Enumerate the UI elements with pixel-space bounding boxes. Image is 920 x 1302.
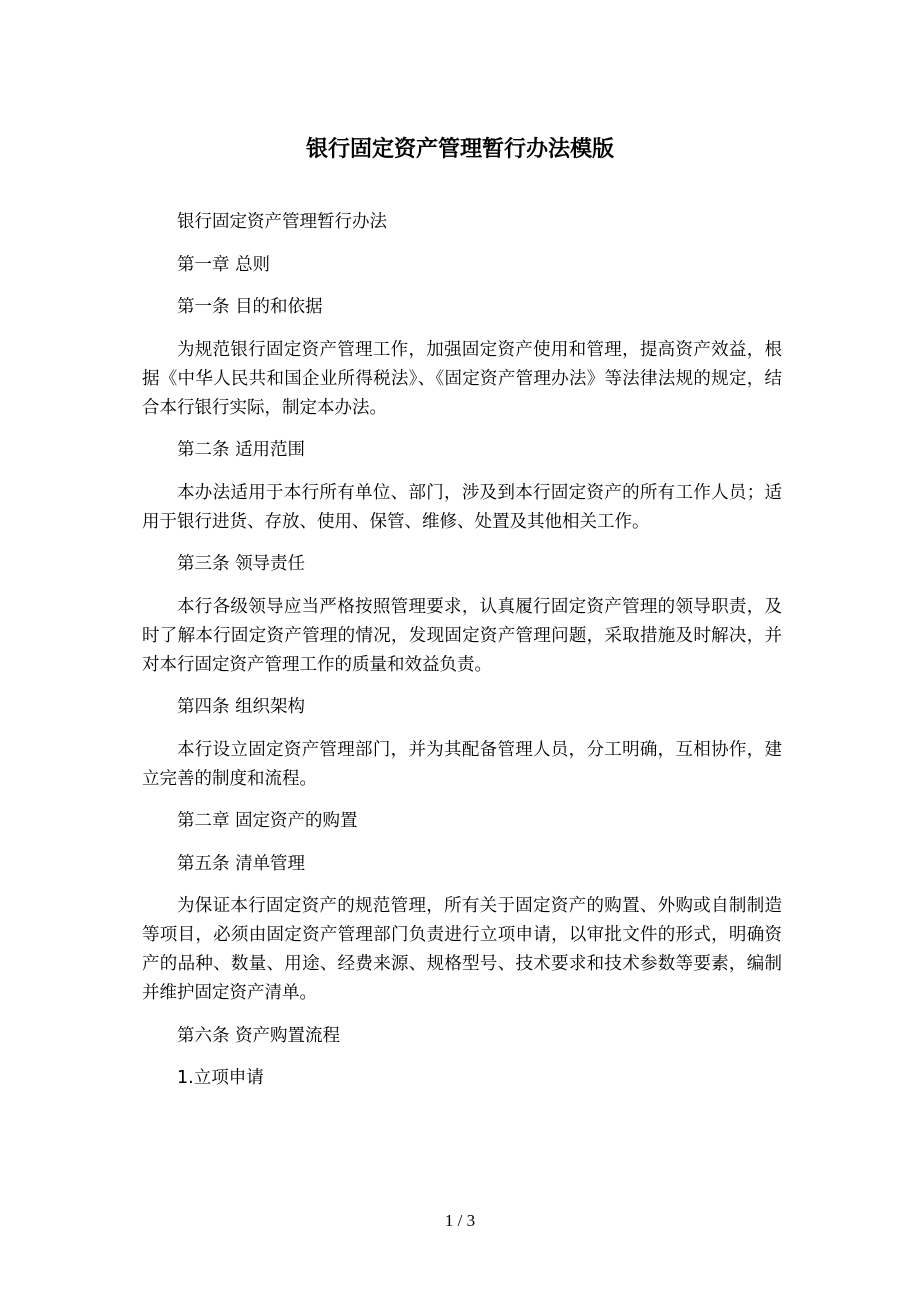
page-indicator: 1 / 3 (444, 1211, 476, 1230)
paragraph: 为保证本行固定资产的规范管理，所有关于固定资产的购置、外购或自制制造等项目，必须由固定资产管理部门负责进行立项申请，以审批文件的形式，明确资产的品种、数量、用途、经费来源、规格型号、技术要求和技术参数等要素，编制并维护固定资产清单。 (142, 896, 782, 1003)
chapter-heading: 第二章 固定资产的购置 (177, 811, 358, 831)
paragraph: 本办法适用于本行所有单位、部门，涉及到本行固定资产的所有工作人员；适用于银行进货、存放、使用、保管、维修、处置及其他相关工作。 (142, 482, 782, 532)
list-item: 1.立项申请 (177, 1068, 264, 1088)
chapter-heading: 第一章 总则 (177, 254, 271, 275)
article-heading: 第一条 目的和依据 (177, 297, 323, 317)
paragraph: 为规范银行固定资产管理工作，加强固定资产使用和管理，提高资产效益，根据《中华人民共和国企业所得税法》、《固定资产管理办法》等法律法规的规定，结合本行银行实际，制定本办法。 (142, 339, 782, 418)
document-body (142, 208, 782, 1107)
document-title: 银行固定资产管理暂行办法模版 (305, 137, 614, 162)
article-heading: 第四条 组织架构 (177, 697, 306, 717)
article-heading: 第二条 适用范围 (177, 440, 306, 460)
document-subtitle: 银行固定资产管理暂行办法 (177, 212, 387, 232)
article-heading: 第六条 资产购置流程 (177, 1025, 341, 1046)
paragraph: 本行设立固定资产管理部门，并为其配备管理人员，分工明确，互相协作，建立完善的制度和流程。 (142, 739, 782, 789)
article-heading: 第五条 清单管理 (177, 853, 306, 874)
article-heading: 第三条 领导责任 (177, 554, 306, 574)
paragraph: 本行各级领导应当严格按照管理要求，认真履行固定资产管理的领导职责，及时了解本行固定资产管理的情况，发现固定资产管理问题，采取措施及时解决，并对本行固定资产管理工作的质量和效益负责。 (142, 596, 782, 675)
